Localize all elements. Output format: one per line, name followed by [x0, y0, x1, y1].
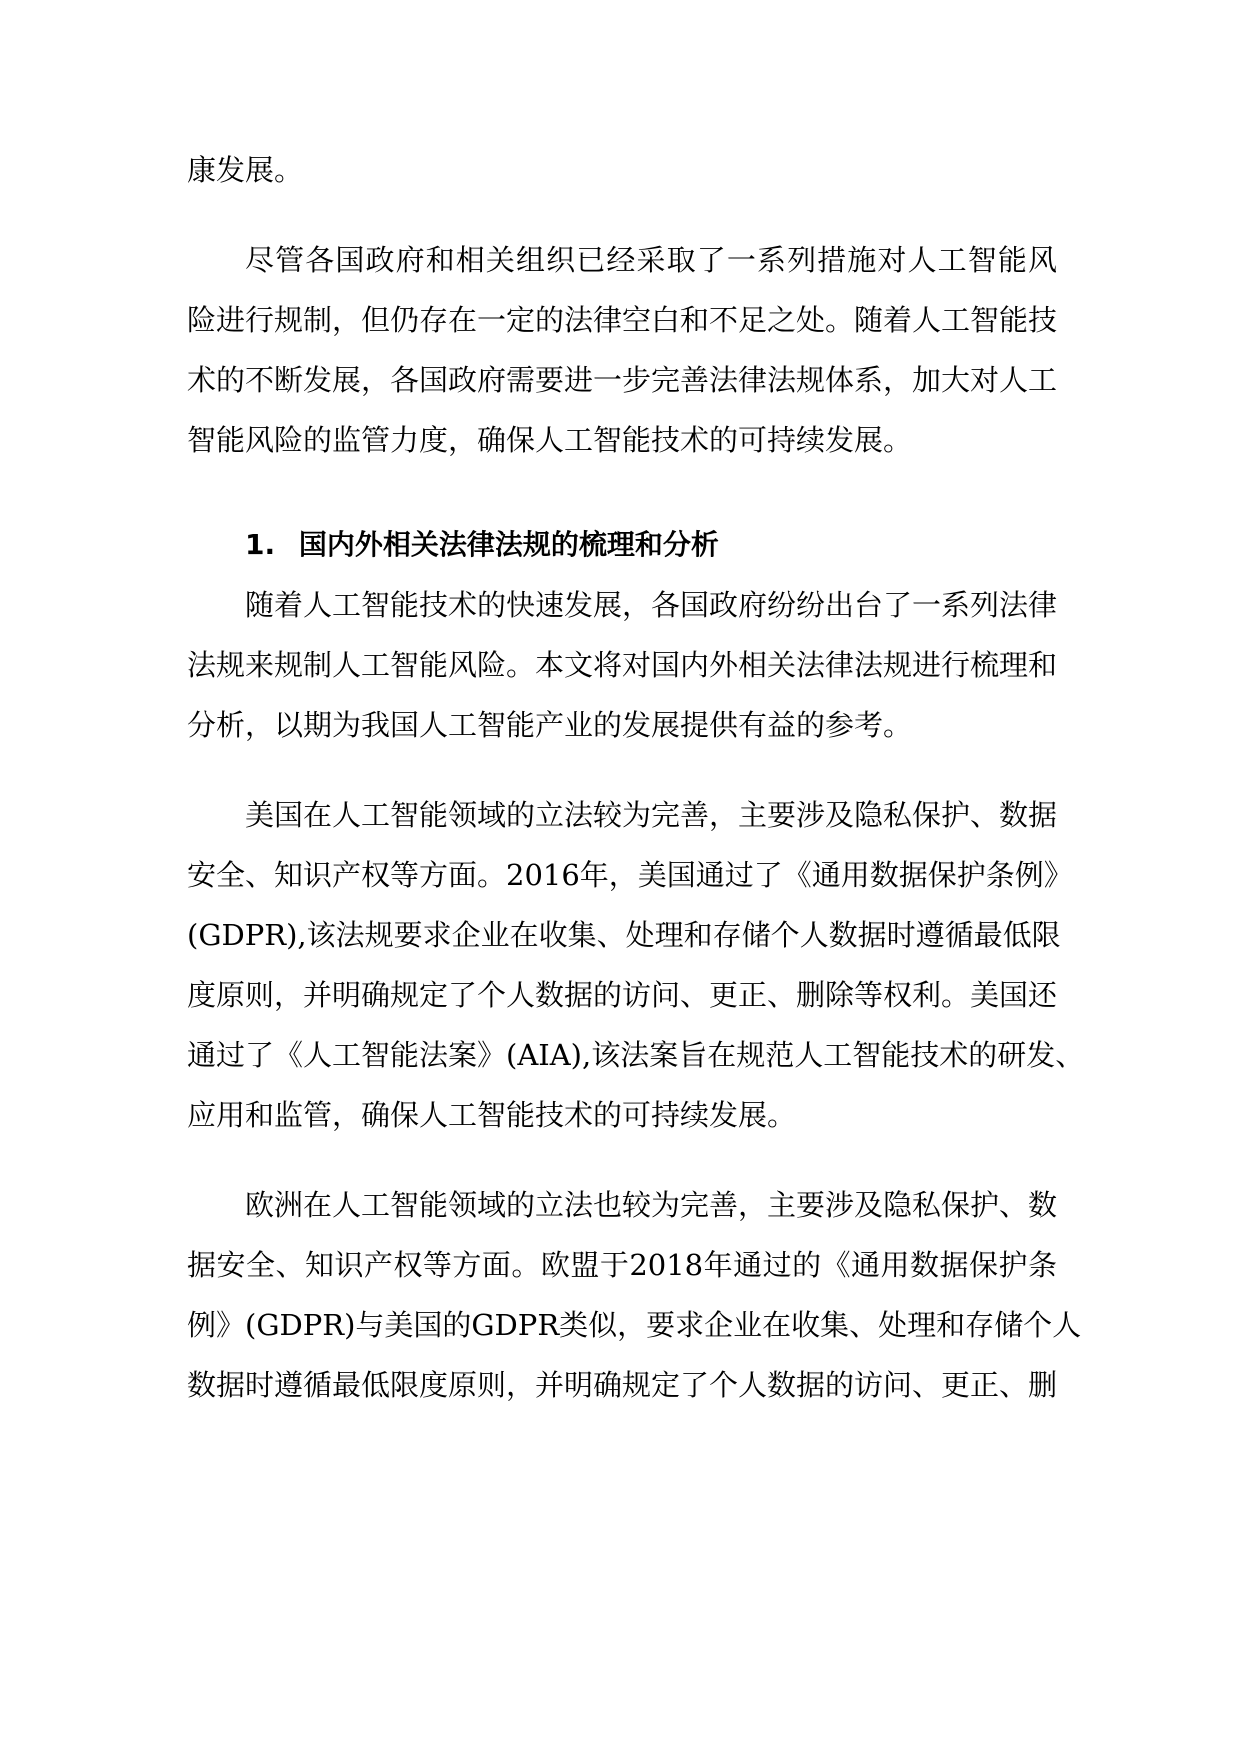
- text-line: 数据时遵循最低限度原则，并明确规定了个人数据的访问、更正、删: [187, 1368, 1058, 1402]
- document-page: [187, 140, 1085, 1415]
- text-line: 尽管各国政府和相关组织已经采取了一系列措施对人工智能风: [245, 243, 1057, 277]
- text-line: 欧洲在人工智能领域的立法也较为完善，主要涉及隐私保护、数: [245, 1188, 1058, 1222]
- text-line: 术的不断发展，各国政府需要进一步完善法律法规体系，加大对人工: [187, 363, 1058, 397]
- paragraph: [187, 230, 1057, 470]
- text-line: 随着人工智能技术的快速发展，各国政府纷纷出台了一系列法律: [245, 588, 1058, 622]
- paragraph: [187, 140, 1057, 200]
- text-line: 通过了《人工智能法案》(AIA),该法案旨在规范人工智能技术的研发、: [187, 1038, 1085, 1072]
- text-line: 险进行规制，但仍存在一定的法律空白和不足之处。随着人工智能技: [187, 303, 1058, 337]
- text-line: 应用和监管，确保人工智能技术的可持续发展。: [187, 1098, 797, 1132]
- text-line: 据安全、知识产权等方面。欧盟于2018年通过的《通用数据保护条: [187, 1248, 1057, 1282]
- text-line: 安全、知识产权等方面。2016年，美国通过了《通用数据保护条例》: [187, 858, 1073, 892]
- paragraph: [187, 785, 1085, 1145]
- text-line: 度原则，并明确规定了个人数据的访问、更正、删除等权利。美国还: [187, 978, 1058, 1012]
- text-line: 法规来规制人工智能风险。本文将对国内外相关法律法规进行梳理和: [187, 648, 1058, 682]
- paragraph: [187, 1175, 1082, 1415]
- text-line: 智能风险的监管力度，确保人工智能技术的可持续发展。: [187, 423, 913, 457]
- section-number: 1.: [245, 528, 276, 561]
- text-line: 康发展。: [187, 153, 304, 187]
- text-line: (GDPR),该法规要求企业在收集、处理和存储个人数据时遵循最低限: [187, 918, 1061, 952]
- text-line: 分析，以期为我国人工智能产业的发展提供有益的参考。: [187, 708, 913, 742]
- paragraph: [187, 575, 1057, 755]
- section-title: 国内外相关法律法规的梳理和分析: [298, 528, 719, 561]
- text-line: 例》(GDPR)与美国的GDPR类似，要求企业在收集、处理和存储个人: [187, 1308, 1082, 1342]
- text-line: 美国在人工智能领域的立法较为完善，主要涉及隐私保护、数据: [245, 798, 1058, 832]
- section-heading: [187, 515, 1057, 575]
